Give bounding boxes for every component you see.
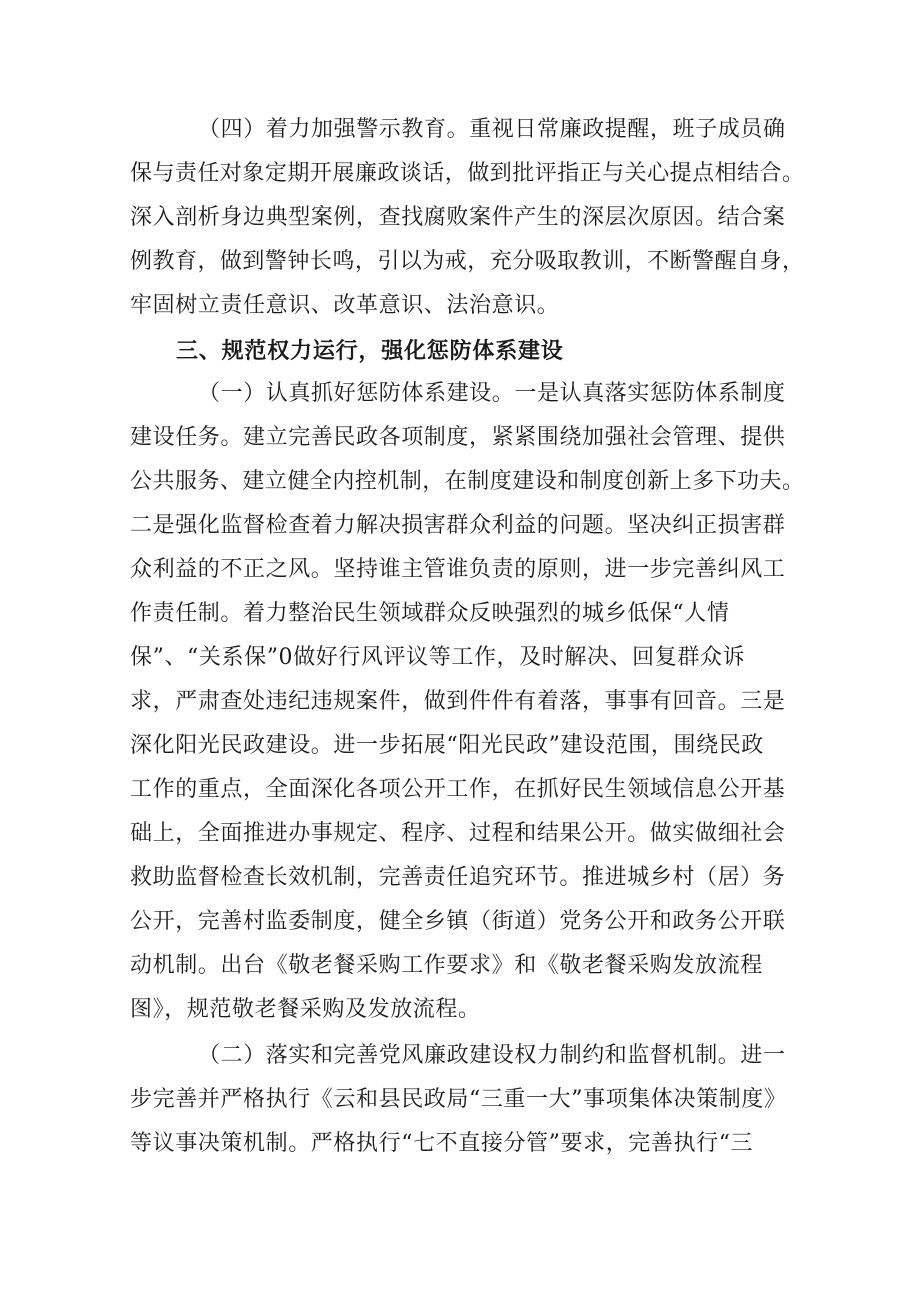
- paragraph-4-line-1: （四）着力加强警示教育。重视日常廉政提醒，班子成员确: [198, 117, 786, 142]
- paragraph-2-line-2: 步完善并严格执行《云和县民政局“三重一大”事项集体决策制度》: [130, 1087, 787, 1112]
- paragraph-1-line-5: 众利益的不正之风。坚持谁主管谁负责的原则，进一步完善纠风工: [130, 557, 786, 582]
- paragraph-1-line-1: （一）认真抓好惩防体系建设。一是认真落实惩防体系制度: [198, 381, 786, 406]
- paragraph-1-line-8: 求，严肃查处违纪违规案件，做到件件有着落，事事有回音。三是: [130, 689, 786, 714]
- paragraph-2-line-3: 等议事决策机制。严格执行“七不直接分管”要求，完善执行“三: [130, 1131, 754, 1156]
- paragraph-1-line-13: 公开，完善村监委制度，健全乡镇（街道）党务公开和政务公开联: [130, 909, 786, 934]
- section-3-heading: 三、规范权力运行，强化惩防体系建设: [176, 339, 564, 364]
- paragraph-4-line-4: 例教育，做到警钟长鸣，引以为戒，充分吸取教训，不断警醒自身，: [130, 249, 805, 274]
- paragraph-2-line-1: （二）落实和完善党风廉政建设权力制约和监督机制。进一: [198, 1043, 786, 1068]
- paragraph-1-line-4: 二是强化监督检查着力解决损害群众利益的问题。坚决纠正损害群: [130, 513, 786, 538]
- paragraph-1-line-11: 础上，全面推进办事规定、程序、过程和结果公开。做实做细社会: [130, 821, 786, 846]
- paragraph-1-line-3: 公共服务、建立健全内控机制，在制度建设和制度创新上多下功夫。: [130, 469, 805, 494]
- paragraph-1-line-10: 工作的重点，全面深化各项公开工作，在抓好民生领域信息公开基: [130, 777, 786, 802]
- paragraph-4-line-2: 保与责任对象定期开展廉政谈话，做到批评指正与关心提点相结合。: [130, 161, 805, 186]
- paragraph-1-line-15: 图》，规范敬老餐采购及发放流程。: [130, 997, 481, 1022]
- paragraph-4-line-5: 牢固树立责任意识、改革意识、法治意识。: [130, 293, 560, 318]
- paragraph-4-line-3: 深入剖析身边典型案例，查找腐败案件产生的深层次原因。结合案: [130, 205, 786, 230]
- paragraph-1-line-14: 动机制。出台《敬老餐采购工作要求》和《敬老餐采购发放流程: [130, 953, 763, 978]
- paragraph-1-line-9: 深化阳光民政建设。进一步拓展“阳光民政”建设范围，围绕民政: [130, 733, 764, 758]
- paragraph-1-line-6: 作责任制。着力整治民生领域群众反映强烈的城乡低保“人情: [130, 601, 730, 626]
- paragraph-1-line-2: 建设任务。建立完善民政各项制度，紧紧围绕加强社会管理、提供: [130, 425, 786, 450]
- paragraph-1-line-12: 救助监督检查长效机制，完善责任追究环节。推进城乡村（居）务: [130, 865, 786, 890]
- paragraph-1-line-7: 保”、“关系保”0做好行风评议等工作，及时解决、回复群众诉: [130, 645, 746, 670]
